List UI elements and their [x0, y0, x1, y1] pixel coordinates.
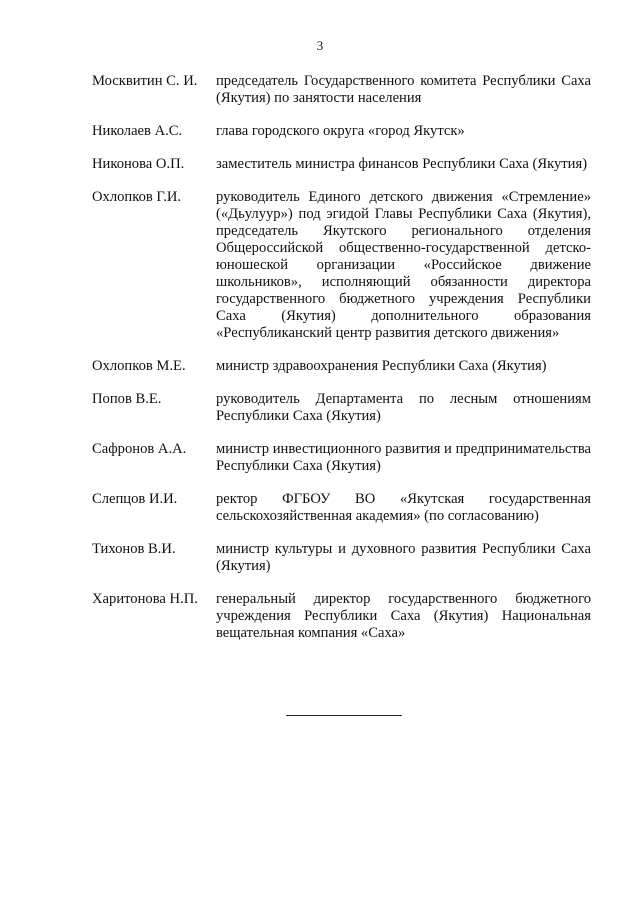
list-item: [92, 391, 591, 425]
list-item: [92, 591, 591, 642]
list-item: [92, 123, 591, 140]
page-number: 3: [316, 38, 324, 53]
member-position: глава городского округа «город Якутск»: [216, 123, 465, 139]
list-item: [92, 156, 591, 173]
member-position: заместитель министра финансов Республики Саха (Якутия): [216, 156, 588, 172]
list-item: [92, 189, 591, 342]
member-name: Охлопков Г.И.: [92, 189, 182, 205]
member-position: министр инвестиционного развития и предпринимательства Республики Саха (Якутия): [216, 441, 591, 474]
member-name: Попов В.Е.: [92, 391, 162, 407]
member-position: руководитель Единого детского движения «Стремление» («Дьулуур») под эгидой Главы Республики Саха (Якутия), председатель Якутского регионального отделения Общероссийской общественно-государственной детско-юношеской организации «Российское движение школьников», исполняющий обязанности директора государственного бюджетного учреждения Республики Саха (Якутия) дополнительного образования «Республиканский центр развития детского движения»: [216, 189, 591, 341]
member-name: Николаев А.С.: [92, 123, 183, 139]
member-position: министр культуры и духовного развития Республики Саха (Якутия): [216, 541, 591, 574]
member-name: Слепцов И.И.: [92, 491, 178, 507]
member-name: Охлопков М.Е.: [92, 358, 186, 374]
list-item: [92, 358, 591, 375]
list-item: [92, 73, 591, 107]
member-name: Москвитин С. И.: [92, 73, 198, 89]
member-name: Харитонова Н.П.: [92, 591, 198, 607]
member-name: Сафронов А.А.: [92, 441, 187, 457]
list-item: [92, 541, 591, 575]
member-name: Тихонов В.И.: [92, 541, 176, 557]
member-position: председатель Государственного комитета Республики Саха (Якутия) по занятости населения: [216, 73, 591, 106]
member-position: министр здравоохранения Республики Саха (Якутия): [216, 358, 547, 374]
member-position: руководитель Департамента по лесным отношениям Республики Саха (Якутия): [216, 391, 591, 424]
member-list: [92, 73, 591, 658]
list-item: [92, 491, 591, 525]
member-position: генеральный директор государственного бюджетного учреждения Республики Саха (Якутия) Национальная вещательная компания «Саха»: [216, 591, 591, 641]
list-item: [92, 441, 591, 475]
member-position: ректор ФГБОУ ВО «Якутская государственная сельскохозяйственная академия» (по согласованию): [216, 491, 591, 524]
closing-divider: [286, 715, 402, 716]
member-name: Никонова О.П.: [92, 156, 185, 172]
